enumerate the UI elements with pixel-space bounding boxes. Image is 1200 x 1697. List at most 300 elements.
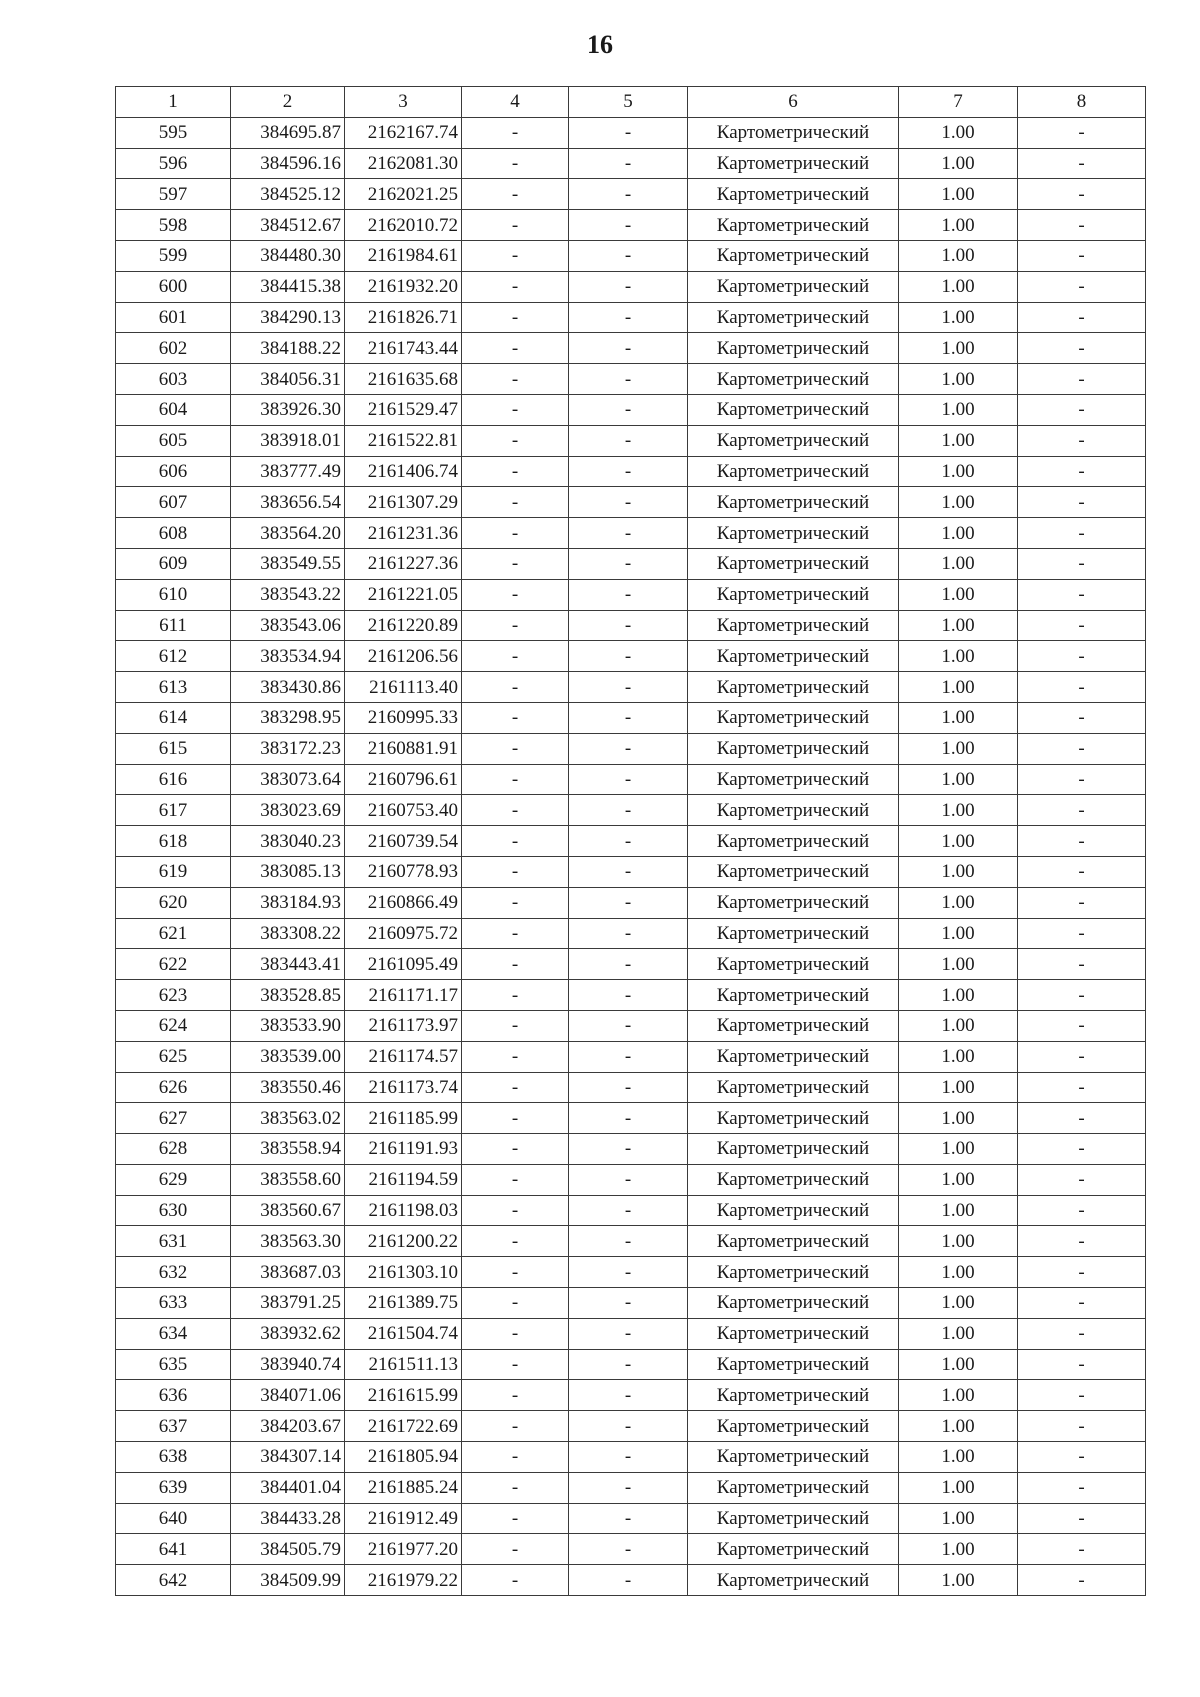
point-number-cell: 613 — [116, 672, 231, 703]
point-number-cell: 624 — [116, 1010, 231, 1041]
column-4-value-cell: - — [462, 887, 569, 918]
accuracy-cell: 1.00 — [899, 856, 1018, 887]
accuracy-cell: 1.00 — [899, 271, 1018, 302]
column-4-value-cell: - — [462, 1010, 569, 1041]
accuracy-cell: 1.00 — [899, 918, 1018, 949]
accuracy-cell: 1.00 — [899, 949, 1018, 980]
column-8-value-cell: - — [1018, 610, 1146, 641]
method-cell: Картометрический — [688, 1041, 899, 1072]
column-5-value-cell: - — [569, 918, 688, 949]
y-coordinate-cell: 2160739.54 — [345, 826, 462, 857]
column-5-value-cell: - — [569, 148, 688, 179]
point-number-cell: 634 — [116, 1318, 231, 1349]
table-row — [116, 1072, 1146, 1103]
accuracy-cell: 1.00 — [899, 1010, 1018, 1041]
column-4-value-cell: - — [462, 548, 569, 579]
column-8-value-cell: - — [1018, 394, 1146, 425]
column-5-value-cell: - — [569, 117, 688, 148]
accuracy-cell: 1.00 — [899, 487, 1018, 518]
column-8-value-cell: - — [1018, 456, 1146, 487]
column-4-value-cell: - — [462, 364, 569, 395]
column-8-value-cell: - — [1018, 733, 1146, 764]
x-coordinate-cell: 383560.67 — [231, 1195, 345, 1226]
accuracy-cell: 1.00 — [899, 641, 1018, 672]
accuracy-cell: 1.00 — [899, 210, 1018, 241]
y-coordinate-cell: 2161979.22 — [345, 1565, 462, 1596]
point-number-cell: 596 — [116, 148, 231, 179]
column-4-value-cell: - — [462, 1041, 569, 1072]
column-4-value-cell: - — [462, 1380, 569, 1411]
table-row — [116, 918, 1146, 949]
y-coordinate-cell: 2161511.13 — [345, 1349, 462, 1380]
table-row — [116, 1195, 1146, 1226]
accuracy-cell: 1.00 — [899, 672, 1018, 703]
x-coordinate-cell: 383558.94 — [231, 1134, 345, 1165]
accuracy-cell: 1.00 — [899, 240, 1018, 271]
column-5-value-cell: - — [569, 856, 688, 887]
column-header: 6 — [688, 87, 899, 118]
table-row — [116, 1164, 1146, 1195]
table-row — [116, 1442, 1146, 1473]
column-8-value-cell: - — [1018, 1442, 1146, 1473]
x-coordinate-cell: 383172.23 — [231, 733, 345, 764]
y-coordinate-cell: 2161191.93 — [345, 1134, 462, 1165]
x-coordinate-cell: 383563.30 — [231, 1226, 345, 1257]
column-5-value-cell: - — [569, 333, 688, 364]
x-coordinate-cell: 383564.20 — [231, 518, 345, 549]
method-cell: Картометрический — [688, 271, 899, 302]
x-coordinate-cell: 384505.79 — [231, 1534, 345, 1565]
column-5-value-cell: - — [569, 1411, 688, 1442]
table-row — [116, 702, 1146, 733]
method-cell: Картометрический — [688, 1010, 899, 1041]
accuracy-cell: 1.00 — [899, 1411, 1018, 1442]
column-4-value-cell: - — [462, 1411, 569, 1442]
accuracy-cell: 1.00 — [899, 733, 1018, 764]
accuracy-cell: 1.00 — [899, 548, 1018, 579]
column-5-value-cell: - — [569, 548, 688, 579]
column-5-value-cell: - — [569, 1565, 688, 1596]
x-coordinate-cell: 383430.86 — [231, 672, 345, 703]
point-number-cell: 612 — [116, 641, 231, 672]
column-4-value-cell: - — [462, 1288, 569, 1319]
method-cell: Картометрический — [688, 1472, 899, 1503]
point-number-cell: 600 — [116, 271, 231, 302]
x-coordinate-cell: 383558.60 — [231, 1164, 345, 1195]
column-5-value-cell: - — [569, 949, 688, 980]
column-5-value-cell: - — [569, 1072, 688, 1103]
method-cell: Картометрический — [688, 1380, 899, 1411]
column-8-value-cell: - — [1018, 1226, 1146, 1257]
x-coordinate-cell: 383528.85 — [231, 980, 345, 1011]
y-coordinate-cell: 2161227.36 — [345, 548, 462, 579]
table-row — [116, 949, 1146, 980]
column-8-value-cell: - — [1018, 702, 1146, 733]
y-coordinate-cell: 2161220.89 — [345, 610, 462, 641]
y-coordinate-cell: 2161113.40 — [345, 672, 462, 703]
point-number-cell: 633 — [116, 1288, 231, 1319]
y-coordinate-cell: 2161984.61 — [345, 240, 462, 271]
column-4-value-cell: - — [462, 240, 569, 271]
column-8-value-cell: - — [1018, 240, 1146, 271]
column-8-value-cell: - — [1018, 856, 1146, 887]
x-coordinate-cell: 384596.16 — [231, 148, 345, 179]
column-8-value-cell: - — [1018, 518, 1146, 549]
y-coordinate-cell: 2161173.97 — [345, 1010, 462, 1041]
method-cell: Картометрический — [688, 1565, 899, 1596]
point-number-cell: 640 — [116, 1503, 231, 1534]
column-5-value-cell: - — [569, 764, 688, 795]
column-4-value-cell: - — [462, 1472, 569, 1503]
method-cell: Картометрический — [688, 1349, 899, 1380]
point-number-cell: 615 — [116, 733, 231, 764]
x-coordinate-cell: 383687.03 — [231, 1257, 345, 1288]
method-cell: Картометрический — [688, 980, 899, 1011]
accuracy-cell: 1.00 — [899, 1503, 1018, 1534]
column-8-value-cell: - — [1018, 826, 1146, 857]
column-5-value-cell: - — [569, 579, 688, 610]
method-cell: Картометрический — [688, 702, 899, 733]
column-5-value-cell: - — [569, 456, 688, 487]
point-number-cell: 627 — [116, 1103, 231, 1134]
accuracy-cell: 1.00 — [899, 1318, 1018, 1349]
accuracy-cell: 1.00 — [899, 764, 1018, 795]
method-cell: Картометрический — [688, 826, 899, 857]
column-5-value-cell: - — [569, 1318, 688, 1349]
column-8-value-cell: - — [1018, 918, 1146, 949]
y-coordinate-cell: 2160866.49 — [345, 887, 462, 918]
point-number-cell: 618 — [116, 826, 231, 857]
method-cell: Картометрический — [688, 456, 899, 487]
column-4-value-cell: - — [462, 179, 569, 210]
column-8-value-cell: - — [1018, 641, 1146, 672]
table-row — [116, 271, 1146, 302]
column-5-value-cell: - — [569, 271, 688, 302]
table-row — [116, 1534, 1146, 1565]
accuracy-cell: 1.00 — [899, 1288, 1018, 1319]
x-coordinate-cell: 383932.62 — [231, 1318, 345, 1349]
column-8-value-cell: - — [1018, 333, 1146, 364]
table-row — [116, 795, 1146, 826]
accuracy-cell: 1.00 — [899, 1195, 1018, 1226]
column-8-value-cell: - — [1018, 364, 1146, 395]
column-8-value-cell: - — [1018, 210, 1146, 241]
accuracy-cell: 1.00 — [899, 302, 1018, 333]
column-4-value-cell: - — [462, 148, 569, 179]
accuracy-cell: 1.00 — [899, 1442, 1018, 1473]
y-coordinate-cell: 2161615.99 — [345, 1380, 462, 1411]
table-row — [116, 148, 1146, 179]
y-coordinate-cell: 2162021.25 — [345, 179, 462, 210]
x-coordinate-cell: 384695.87 — [231, 117, 345, 148]
x-coordinate-cell: 383549.55 — [231, 548, 345, 579]
column-4-value-cell: - — [462, 302, 569, 333]
method-cell: Картометрический — [688, 394, 899, 425]
method-cell: Картометрический — [688, 1411, 899, 1442]
point-number-cell: 614 — [116, 702, 231, 733]
method-cell: Картометрический — [688, 1103, 899, 1134]
point-number-cell: 619 — [116, 856, 231, 887]
x-coordinate-cell: 384071.06 — [231, 1380, 345, 1411]
point-number-cell: 626 — [116, 1072, 231, 1103]
column-4-value-cell: - — [462, 333, 569, 364]
x-coordinate-cell: 384480.30 — [231, 240, 345, 271]
x-coordinate-cell: 384509.99 — [231, 1565, 345, 1596]
column-header: 4 — [462, 87, 569, 118]
column-8-value-cell: - — [1018, 487, 1146, 518]
column-4-value-cell: - — [462, 918, 569, 949]
point-number-cell: 635 — [116, 1349, 231, 1380]
table-row — [116, 333, 1146, 364]
table-row — [116, 887, 1146, 918]
column-4-value-cell: - — [462, 856, 569, 887]
point-number-cell: 636 — [116, 1380, 231, 1411]
y-coordinate-cell: 2161174.57 — [345, 1041, 462, 1072]
method-cell: Картометрический — [688, 240, 899, 271]
column-5-value-cell: - — [569, 364, 688, 395]
y-coordinate-cell: 2161504.74 — [345, 1318, 462, 1349]
y-coordinate-cell: 2161406.74 — [345, 456, 462, 487]
point-number-cell: 598 — [116, 210, 231, 241]
column-5-value-cell: - — [569, 1134, 688, 1165]
method-cell: Картометрический — [688, 1503, 899, 1534]
y-coordinate-cell: 2161389.75 — [345, 1288, 462, 1319]
point-number-cell: 610 — [116, 579, 231, 610]
column-5-value-cell: - — [569, 1442, 688, 1473]
method-cell: Картометрический — [688, 764, 899, 795]
column-8-value-cell: - — [1018, 1349, 1146, 1380]
accuracy-cell: 1.00 — [899, 333, 1018, 364]
method-cell: Картометрический — [688, 302, 899, 333]
column-5-value-cell: - — [569, 1380, 688, 1411]
table-row — [116, 117, 1146, 148]
method-cell: Картометрический — [688, 733, 899, 764]
table-row — [116, 1380, 1146, 1411]
accuracy-cell: 1.00 — [899, 364, 1018, 395]
accuracy-cell: 1.00 — [899, 1041, 1018, 1072]
column-8-value-cell: - — [1018, 425, 1146, 456]
column-4-value-cell: - — [462, 425, 569, 456]
y-coordinate-cell: 2160975.72 — [345, 918, 462, 949]
column-8-value-cell: - — [1018, 1380, 1146, 1411]
column-8-value-cell: - — [1018, 1010, 1146, 1041]
column-5-value-cell: - — [569, 210, 688, 241]
point-number-cell: 639 — [116, 1472, 231, 1503]
table-row — [116, 1134, 1146, 1165]
accuracy-cell: 1.00 — [899, 795, 1018, 826]
column-5-value-cell: - — [569, 1010, 688, 1041]
column-4-value-cell: - — [462, 394, 569, 425]
y-coordinate-cell: 2160753.40 — [345, 795, 462, 826]
x-coordinate-cell: 383791.25 — [231, 1288, 345, 1319]
column-8-value-cell: - — [1018, 179, 1146, 210]
x-coordinate-cell: 383550.46 — [231, 1072, 345, 1103]
method-cell: Картометрический — [688, 949, 899, 980]
table-row — [116, 1411, 1146, 1442]
column-8-value-cell: - — [1018, 949, 1146, 980]
accuracy-cell: 1.00 — [899, 1380, 1018, 1411]
method-cell: Картометрический — [688, 518, 899, 549]
column-5-value-cell: - — [569, 518, 688, 549]
table-row — [116, 1565, 1146, 1596]
y-coordinate-cell: 2161722.69 — [345, 1411, 462, 1442]
table-row — [116, 302, 1146, 333]
x-coordinate-cell: 383533.90 — [231, 1010, 345, 1041]
x-coordinate-cell: 384290.13 — [231, 302, 345, 333]
column-5-value-cell: - — [569, 733, 688, 764]
column-4-value-cell: - — [462, 795, 569, 826]
coordinates-table — [115, 86, 1146, 1596]
method-cell: Картометрический — [688, 210, 899, 241]
y-coordinate-cell: 2161826.71 — [345, 302, 462, 333]
x-coordinate-cell: 383539.00 — [231, 1041, 345, 1072]
point-number-cell: 595 — [116, 117, 231, 148]
method-cell: Картометрический — [688, 1442, 899, 1473]
x-coordinate-cell: 384415.38 — [231, 271, 345, 302]
point-number-cell: 641 — [116, 1534, 231, 1565]
method-cell: Картометрический — [688, 425, 899, 456]
y-coordinate-cell: 2161173.74 — [345, 1072, 462, 1103]
method-cell: Картометрический — [688, 918, 899, 949]
method-cell: Картометрический — [688, 1195, 899, 1226]
y-coordinate-cell: 2161303.10 — [345, 1257, 462, 1288]
y-coordinate-cell: 2161171.17 — [345, 980, 462, 1011]
table-body — [116, 117, 1146, 1595]
column-5-value-cell: - — [569, 1103, 688, 1134]
table-row — [116, 1472, 1146, 1503]
accuracy-cell: 1.00 — [899, 579, 1018, 610]
column-8-value-cell: - — [1018, 1534, 1146, 1565]
x-coordinate-cell: 384512.67 — [231, 210, 345, 241]
column-8-value-cell: - — [1018, 1072, 1146, 1103]
table-row — [116, 1349, 1146, 1380]
point-number-cell: 603 — [116, 364, 231, 395]
x-coordinate-cell: 384307.14 — [231, 1442, 345, 1473]
accuracy-cell: 1.00 — [899, 1565, 1018, 1596]
x-coordinate-cell: 383073.64 — [231, 764, 345, 795]
point-number-cell: 599 — [116, 240, 231, 271]
column-4-value-cell: - — [462, 826, 569, 857]
method-cell: Картометрический — [688, 795, 899, 826]
table-row — [116, 672, 1146, 703]
table-row — [116, 210, 1146, 241]
point-number-cell: 616 — [116, 764, 231, 795]
accuracy-cell: 1.00 — [899, 1472, 1018, 1503]
accuracy-cell: 1.00 — [899, 1257, 1018, 1288]
point-number-cell: 642 — [116, 1565, 231, 1596]
column-4-value-cell: - — [462, 1565, 569, 1596]
accuracy-cell: 1.00 — [899, 148, 1018, 179]
method-cell: Картометрический — [688, 1072, 899, 1103]
point-number-cell: 630 — [116, 1195, 231, 1226]
column-4-value-cell: - — [462, 1164, 569, 1195]
x-coordinate-cell: 384203.67 — [231, 1411, 345, 1442]
table-row — [116, 764, 1146, 795]
method-cell: Картометрический — [688, 672, 899, 703]
table-row — [116, 1010, 1146, 1041]
column-5-value-cell: - — [569, 302, 688, 333]
column-8-value-cell: - — [1018, 980, 1146, 1011]
column-4-value-cell: - — [462, 702, 569, 733]
method-cell: Картометрический — [688, 1318, 899, 1349]
method-cell: Картометрический — [688, 1134, 899, 1165]
method-cell: Картометрический — [688, 1534, 899, 1565]
column-8-value-cell: - — [1018, 795, 1146, 826]
column-5-value-cell: - — [569, 1503, 688, 1534]
column-5-value-cell: - — [569, 980, 688, 1011]
column-5-value-cell: - — [569, 1472, 688, 1503]
table-row — [116, 1103, 1146, 1134]
x-coordinate-cell: 383443.41 — [231, 949, 345, 980]
point-number-cell: 623 — [116, 980, 231, 1011]
column-4-value-cell: - — [462, 1226, 569, 1257]
column-4-value-cell: - — [462, 117, 569, 148]
column-header: 7 — [899, 87, 1018, 118]
table-row — [116, 1503, 1146, 1534]
method-cell: Картометрический — [688, 117, 899, 148]
method-cell: Картометрический — [688, 333, 899, 364]
column-4-value-cell: - — [462, 949, 569, 980]
accuracy-cell: 1.00 — [899, 1534, 1018, 1565]
column-5-value-cell: - — [569, 702, 688, 733]
column-5-value-cell: - — [569, 240, 688, 271]
point-number-cell: 631 — [116, 1226, 231, 1257]
point-number-cell: 637 — [116, 1411, 231, 1442]
x-coordinate-cell: 383543.06 — [231, 610, 345, 641]
column-8-value-cell: - — [1018, 1565, 1146, 1596]
y-coordinate-cell: 2162167.74 — [345, 117, 462, 148]
column-4-value-cell: - — [462, 672, 569, 703]
accuracy-cell: 1.00 — [899, 179, 1018, 210]
method-cell: Картометрический — [688, 548, 899, 579]
column-8-value-cell: - — [1018, 117, 1146, 148]
column-header: 1 — [116, 87, 231, 118]
accuracy-cell: 1.00 — [899, 518, 1018, 549]
accuracy-cell: 1.00 — [899, 1164, 1018, 1195]
table-row — [116, 610, 1146, 641]
column-8-value-cell: - — [1018, 764, 1146, 795]
x-coordinate-cell: 383085.13 — [231, 856, 345, 887]
method-cell: Картометрический — [688, 887, 899, 918]
accuracy-cell: 1.00 — [899, 610, 1018, 641]
y-coordinate-cell: 2161200.22 — [345, 1226, 462, 1257]
column-8-value-cell: - — [1018, 1288, 1146, 1319]
point-number-cell: 620 — [116, 887, 231, 918]
method-cell: Картометрический — [688, 856, 899, 887]
x-coordinate-cell: 383940.74 — [231, 1349, 345, 1380]
y-coordinate-cell: 2161185.99 — [345, 1103, 462, 1134]
method-cell: Картометрический — [688, 1257, 899, 1288]
page-number: 16 — [587, 30, 613, 59]
column-8-value-cell: - — [1018, 1472, 1146, 1503]
point-number-cell: 622 — [116, 949, 231, 980]
column-5-value-cell: - — [569, 1195, 688, 1226]
y-coordinate-cell: 2160881.91 — [345, 733, 462, 764]
table-row — [116, 364, 1146, 395]
x-coordinate-cell: 384056.31 — [231, 364, 345, 395]
column-5-value-cell: - — [569, 487, 688, 518]
y-coordinate-cell: 2161529.47 — [345, 394, 462, 425]
column-4-value-cell: - — [462, 764, 569, 795]
point-number-cell: 628 — [116, 1134, 231, 1165]
column-8-value-cell: - — [1018, 1103, 1146, 1134]
y-coordinate-cell: 2161231.36 — [345, 518, 462, 549]
table-row — [116, 733, 1146, 764]
column-4-value-cell: - — [462, 1503, 569, 1534]
table-row — [116, 425, 1146, 456]
column-4-value-cell: - — [462, 487, 569, 518]
column-5-value-cell: - — [569, 1349, 688, 1380]
